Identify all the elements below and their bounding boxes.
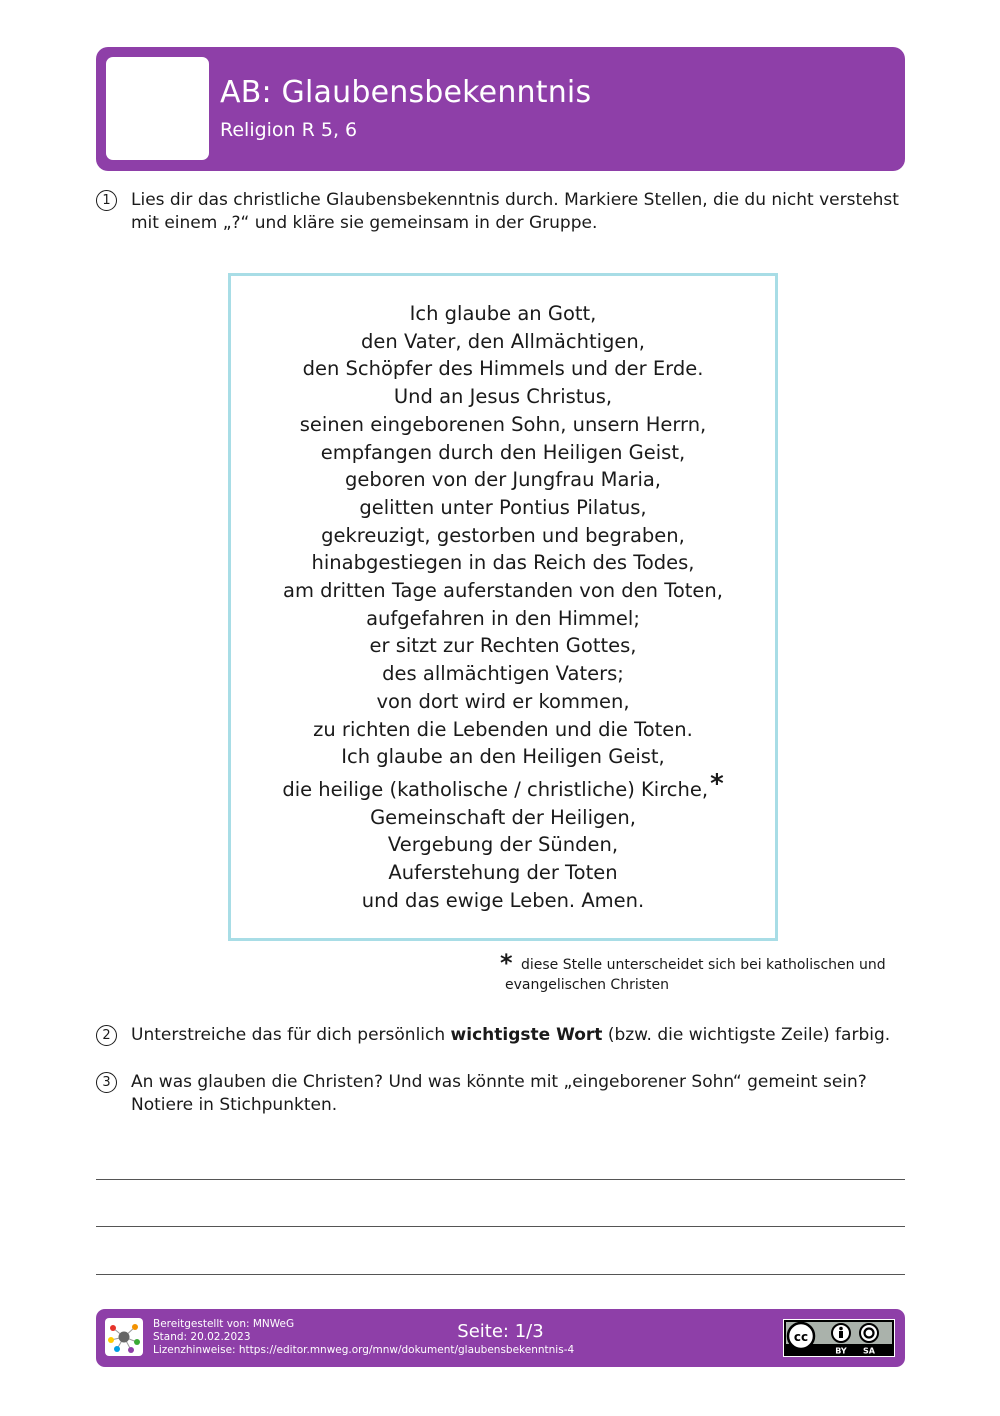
creed-line: aufgefahren in den Himmel; [366,606,640,630]
task-3 [96,1071,906,1117]
task-2-text [131,1024,906,1047]
creed-text [231,300,775,914]
task-2-text-before: Unterstreiche das für dich persönlich [131,1025,451,1045]
task-1-text: Lies dir das christliche Glaubensbekenntnis durch. Markiere Stellen, die du nicht verstehst mit einem „?“ und kläre sie gemeinsam in der Gruppe. [131,190,899,233]
creed-line: am dritten Tage auferstanden von den Toten, [283,579,723,603]
footnote-line-1: diese Stelle unterscheidet sich bei katholischen und [521,957,886,973]
task-1 [96,189,906,235]
footer-provided-by: Bereitgestellt von: MNWeG [153,1318,295,1330]
creed-line: seinen eingeborenen Sohn, unsern Herrn, [299,412,707,436]
cc-by-sa-license-icon[interactable] [783,1319,895,1357]
header-image-placeholder [106,57,209,160]
page-subtitle: Religion R 5, 6 [220,119,358,141]
creed-line: er sitzt zur Rechten Gottes, [369,634,637,658]
creed-box [228,273,778,941]
asterisk-marker: * [710,768,724,799]
footnote-asterisk: * [500,949,513,977]
task-2 [96,1024,906,1047]
task-number-3: 3 [96,1072,117,1093]
writing-line[interactable] [96,1274,905,1275]
creed-line: den Vater, den Allmächtigen, [361,329,645,353]
page-title: AB: Glaubensbekenntnis [220,75,592,110]
task-number-1: 1 [96,190,117,211]
task-2-text-bold: wichtigste Wort [450,1025,603,1045]
footer-bar [96,1309,905,1367]
header-banner [96,47,905,171]
task-3-line-1: An was glauben die Christen? Und was könnte mit „eingeborener Sohn“ gemeint sein? [131,1072,867,1092]
creed-line: Gemeinschaft der Heiligen, [370,805,636,829]
writing-line[interactable] [96,1226,905,1227]
creed-line: Vergebung der Sünden, [387,833,619,857]
creed-line: von dort wird er kommen, [376,689,630,713]
creed-line: Ich glaube an Gott, [409,302,597,325]
creed-line: zu richten die Lebenden und die Toten. [313,717,693,741]
creed-line: den Schöpfer des Himmels und der Erde. [302,357,704,381]
creed-line: geboren von der Jungfrau Maria, [344,468,662,492]
creed-line: gelitten unter Pontius Pilatus, [359,495,647,519]
creed-line: Ich glaube an den Heiligen Geist, [341,745,665,769]
creed-line: des allmächtigen Vaters; [382,662,624,686]
svg-text:cc: cc [793,1330,809,1344]
footer-license-link[interactable]: Lizenzhinweise: https://editor.mnweg.org/mnw/dokument/glaubensbekenntnis-4 [153,1344,575,1356]
creed-line-text: die heilige (katholische / christliche) Kirche, [282,777,709,801]
creed-line: hinabgestiegen in das Reich des Todes, [311,551,695,575]
task-number-2: 2 [96,1025,117,1046]
footer-date: Stand: 20.02.2023 [153,1331,251,1343]
creed-line: Und an Jesus Christus, [393,385,613,409]
creed-line-marked [231,768,775,804]
page-number: Seite: 1/3 [457,1321,544,1342]
creed-line: empfangen durch den Heiligen Geist, [320,440,686,464]
task-3-line-2: Notiere in Stichpunkten. [131,1095,338,1115]
footnote [500,949,900,995]
cc-by-label: BY [835,1346,847,1356]
writing-line[interactable] [96,1179,905,1180]
creed-line: gekreuzigt, gestorben und begraben, [321,523,685,547]
cc-sa-label: SA [863,1346,875,1356]
task-3-text [131,1071,906,1117]
task-2-text-after: (bzw. die wichtigste Zeile) farbig. [602,1025,891,1045]
creed-line: Auferstehung der Toten [388,861,618,885]
creed-line: und das ewige Leben. Amen. [361,888,645,912]
footnote-line-2: evangelischen Christen [505,977,669,993]
